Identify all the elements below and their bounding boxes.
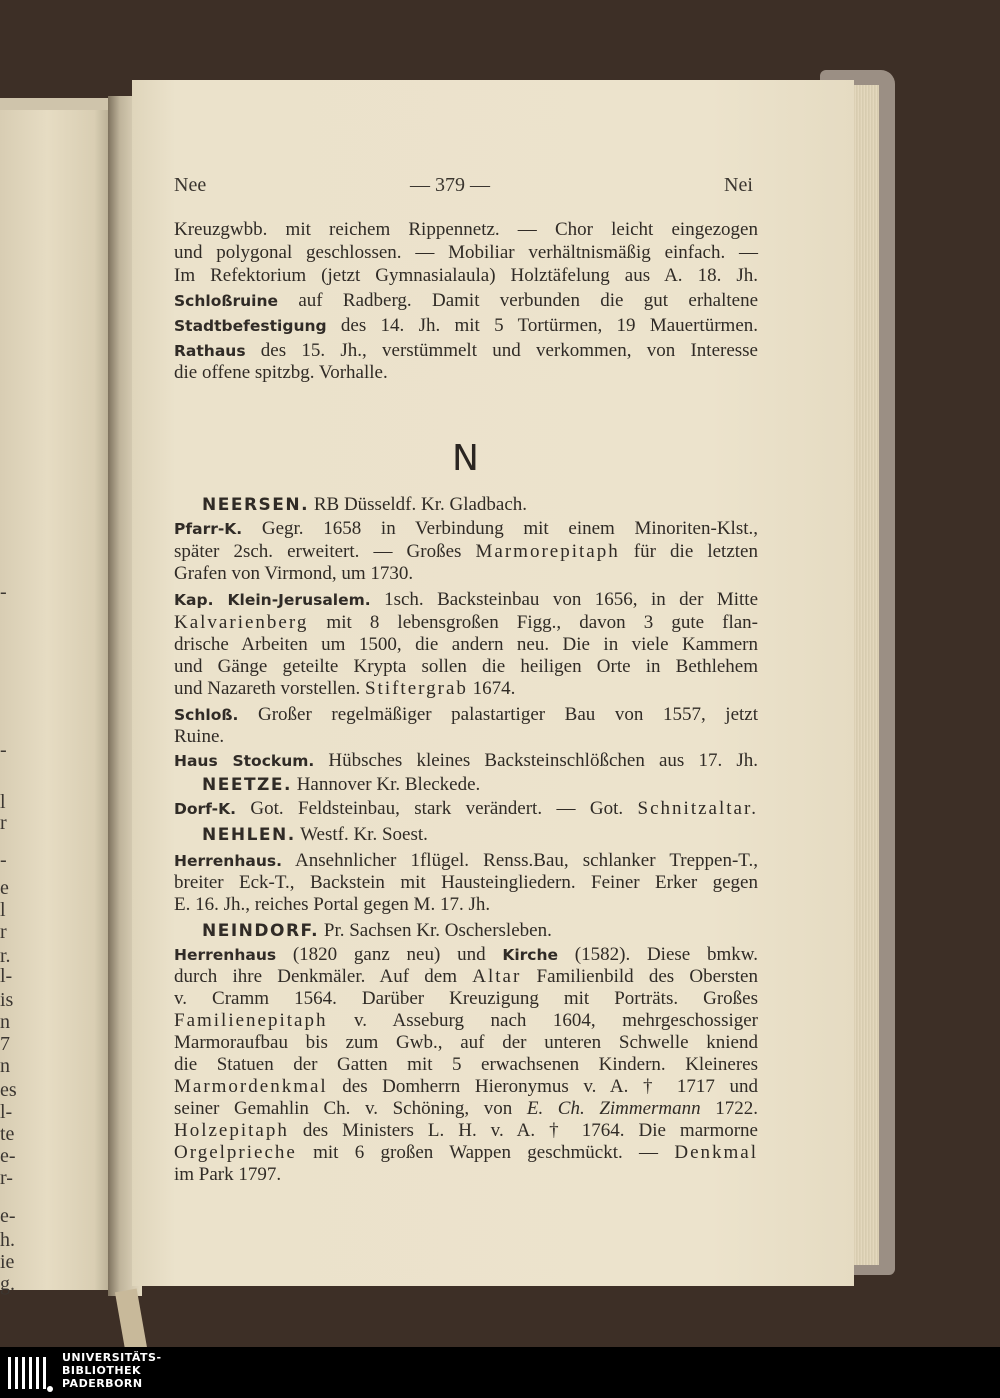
text-line: Ruine. bbox=[174, 726, 225, 747]
entry-heading: NEHLEN. Westf. Kr. Soest. bbox=[202, 824, 428, 845]
keyword: Stadtbefestigung bbox=[174, 317, 327, 335]
left-fragment: is bbox=[0, 989, 14, 1011]
left-fragment: l bbox=[0, 791, 6, 813]
keyword: Herrenhaus. bbox=[174, 852, 282, 870]
keyword: Herrenhaus bbox=[174, 946, 277, 964]
text-line: die offene spitzbg. Vorhalle. bbox=[174, 362, 388, 383]
left-fragment: l- bbox=[0, 1101, 13, 1123]
keyword: Kap. Klein-Jerusalem. bbox=[174, 591, 371, 609]
text-line: Stadtbefestigung des 14. Jh. mit 5 Tortürmen, 19 Mauertürmen. bbox=[174, 315, 758, 336]
left-fragment: r- bbox=[0, 1167, 13, 1189]
text-line: seiner Gemahlin Ch. v. Schöning, von E. Ch. Zimmermann 1722. bbox=[174, 1098, 759, 1119]
keyword: Dorf-K. bbox=[174, 800, 236, 818]
left-fragment: r bbox=[0, 921, 7, 943]
keyword: Pfarr-K. bbox=[174, 520, 243, 538]
keyword: Haus Stockum. bbox=[174, 752, 315, 770]
text-line: Schloß. Großer regelmäßiger palastartiger Bau von 1557, jetzt bbox=[174, 704, 758, 725]
text-line: Im Refektorium (jetzt Gymnasialaula) Holztäfelung aus A. 18. Jh. bbox=[174, 265, 758, 286]
text-line: Dorf-K. Got. Feldsteinbau, stark verändert. — Got. Schnitzaltar. bbox=[174, 798, 758, 819]
text-line: Kreuzgwbb. mit reichem Rippennetz. — Chor leicht eingezogen bbox=[174, 219, 758, 240]
text-line: Familienepitaph v. Asseburg nach 1604, mehrgeschossiger bbox=[174, 1010, 758, 1031]
place-name: NEETZE. bbox=[202, 775, 292, 795]
text-line: und Gänge geteilte Krypta sollen die heiligen Orte in Bethlehem bbox=[174, 656, 758, 677]
place-name: NEHLEN. bbox=[202, 825, 296, 845]
text-line: im Park 1797. bbox=[174, 1164, 282, 1185]
bookmark-ribbon bbox=[115, 1289, 147, 1352]
text-line: Haus Stockum. Hübsches kleines Backsteinschlößchen aus 17. Jh. bbox=[174, 750, 758, 771]
left-fragment: - bbox=[0, 581, 7, 603]
text-line: später 2sch. erweitert. — Großes Marmorepitaph für die letzten bbox=[174, 541, 758, 562]
text-line: die Statuen der Gatten mit 5 erwachsenen Kindern. Kleineres bbox=[174, 1054, 758, 1075]
text-line: Kap. Klein-Jerusalem. 1sch. Backsteinbau von 1656, in der Mitte bbox=[174, 589, 758, 610]
left-fragment: e- bbox=[0, 1205, 16, 1227]
left-fragment: ie bbox=[0, 1251, 15, 1273]
text-line: Grafen von Virmond, um 1730. bbox=[174, 563, 414, 584]
text-line: Pfarr-K. Gegr. 1658 in Verbindung mit einem Minoriten-Klst., bbox=[174, 518, 758, 539]
text-line: Rathaus des 15. Jh., verstümmelt und verkommen, von Interesse bbox=[174, 340, 758, 361]
library-logo-icon bbox=[6, 1353, 54, 1393]
text-line: Holzepitaph des Ministers L. H. v. A. † 1764. Die marmorne bbox=[174, 1120, 758, 1141]
left-fragment: l- bbox=[0, 965, 13, 987]
left-fragment: h. bbox=[0, 1229, 15, 1251]
left-fragment: r. bbox=[0, 945, 11, 967]
text-line: Kalvarienberg mit 8 lebensgroßen Figg., davon 3 gute flan- bbox=[174, 612, 758, 633]
place-name: NEERSEN. bbox=[202, 495, 310, 515]
text-line: durch ihre Denkmäler. Auf dem Altar Familienbild des Obersten bbox=[174, 966, 758, 987]
left-fragment: l bbox=[0, 899, 6, 921]
keyword: Schloß. bbox=[174, 706, 239, 724]
library-name: UNIVERSITÄTS- BIBLIOTHEK PADERBORN bbox=[62, 1351, 162, 1390]
keyword: Rathaus bbox=[174, 342, 246, 360]
text-line: v. Cramm 1564. Darüber Kreuzigung mit Porträts. Großes bbox=[174, 988, 758, 1009]
page-number: — 379 — bbox=[410, 174, 490, 196]
place-name: NEINDORF. bbox=[202, 921, 320, 941]
left-fragment: es bbox=[0, 1079, 17, 1101]
library-footer bbox=[0, 1347, 1000, 1398]
text-line: Herrenhaus. Ansehnlicher 1flügel. Renss.Bau, schlanker Treppen-T., bbox=[174, 850, 758, 871]
left-fragment: r bbox=[0, 812, 7, 834]
left-fragment: te bbox=[0, 1123, 15, 1145]
left-fragment: n bbox=[0, 1055, 10, 1077]
text-line: Marmordenkmal des Domherrn Hieronymus v. A. † 1717 und bbox=[174, 1076, 758, 1097]
left-fragment: g. bbox=[0, 1273, 15, 1295]
keyword: Kirche bbox=[502, 946, 559, 964]
entry-heading: NEERSEN. RB Düsseldf. Kr. Gladbach. bbox=[202, 494, 528, 515]
left-fragment: - bbox=[0, 849, 7, 871]
left-fragment: e bbox=[0, 877, 9, 899]
text-line: und polygonal geschlossen. — Mobiliar verhältnismäßig einfach. — bbox=[174, 242, 758, 263]
left-fragment: 7 bbox=[0, 1033, 10, 1055]
left-fragment: n bbox=[0, 1011, 10, 1033]
text-line: breiter Eck-T., Backstein mit Hausteingliedern. Feiner Erker gegen bbox=[174, 872, 758, 893]
text-line: Herrenhaus (1820 ganz neu) und Kirche (1582). Diese bmkw. bbox=[174, 944, 758, 965]
text-line: drische Arbeiten um 1500, die andern neu. Die in viele Kammern bbox=[174, 634, 758, 655]
section-letter: N bbox=[452, 438, 479, 479]
text-line: Marmoraufbau bis zum Gwb., auf der unteren Schwelle kniend bbox=[174, 1032, 758, 1053]
entry-heading: NEINDORF. Pr. Sachsen Kr. Oschersleben. bbox=[202, 920, 552, 941]
left-fragment: - bbox=[0, 739, 7, 761]
running-head-left: Nee bbox=[174, 174, 207, 196]
running-head-right: Nei bbox=[724, 174, 753, 196]
left-page bbox=[0, 110, 118, 1295]
text-line: Orgelprieche mit 6 großen Wappen geschmückt. — Denkmal bbox=[174, 1142, 758, 1163]
entry-heading: NEETZE. Hannover Kr. Bleckede. bbox=[202, 774, 481, 795]
keyword: Schloßruine bbox=[174, 292, 279, 310]
left-fragment: e- bbox=[0, 1145, 16, 1167]
text-line: Schloßruine auf Radberg. Damit verbunden die gut erhaltene bbox=[174, 290, 758, 311]
text-line: und Nazareth vorstellen. Stiftergrab 1674. bbox=[174, 678, 516, 699]
text-line: E. 16. Jh., reiches Portal gegen M. 17. Jh. bbox=[174, 894, 491, 915]
